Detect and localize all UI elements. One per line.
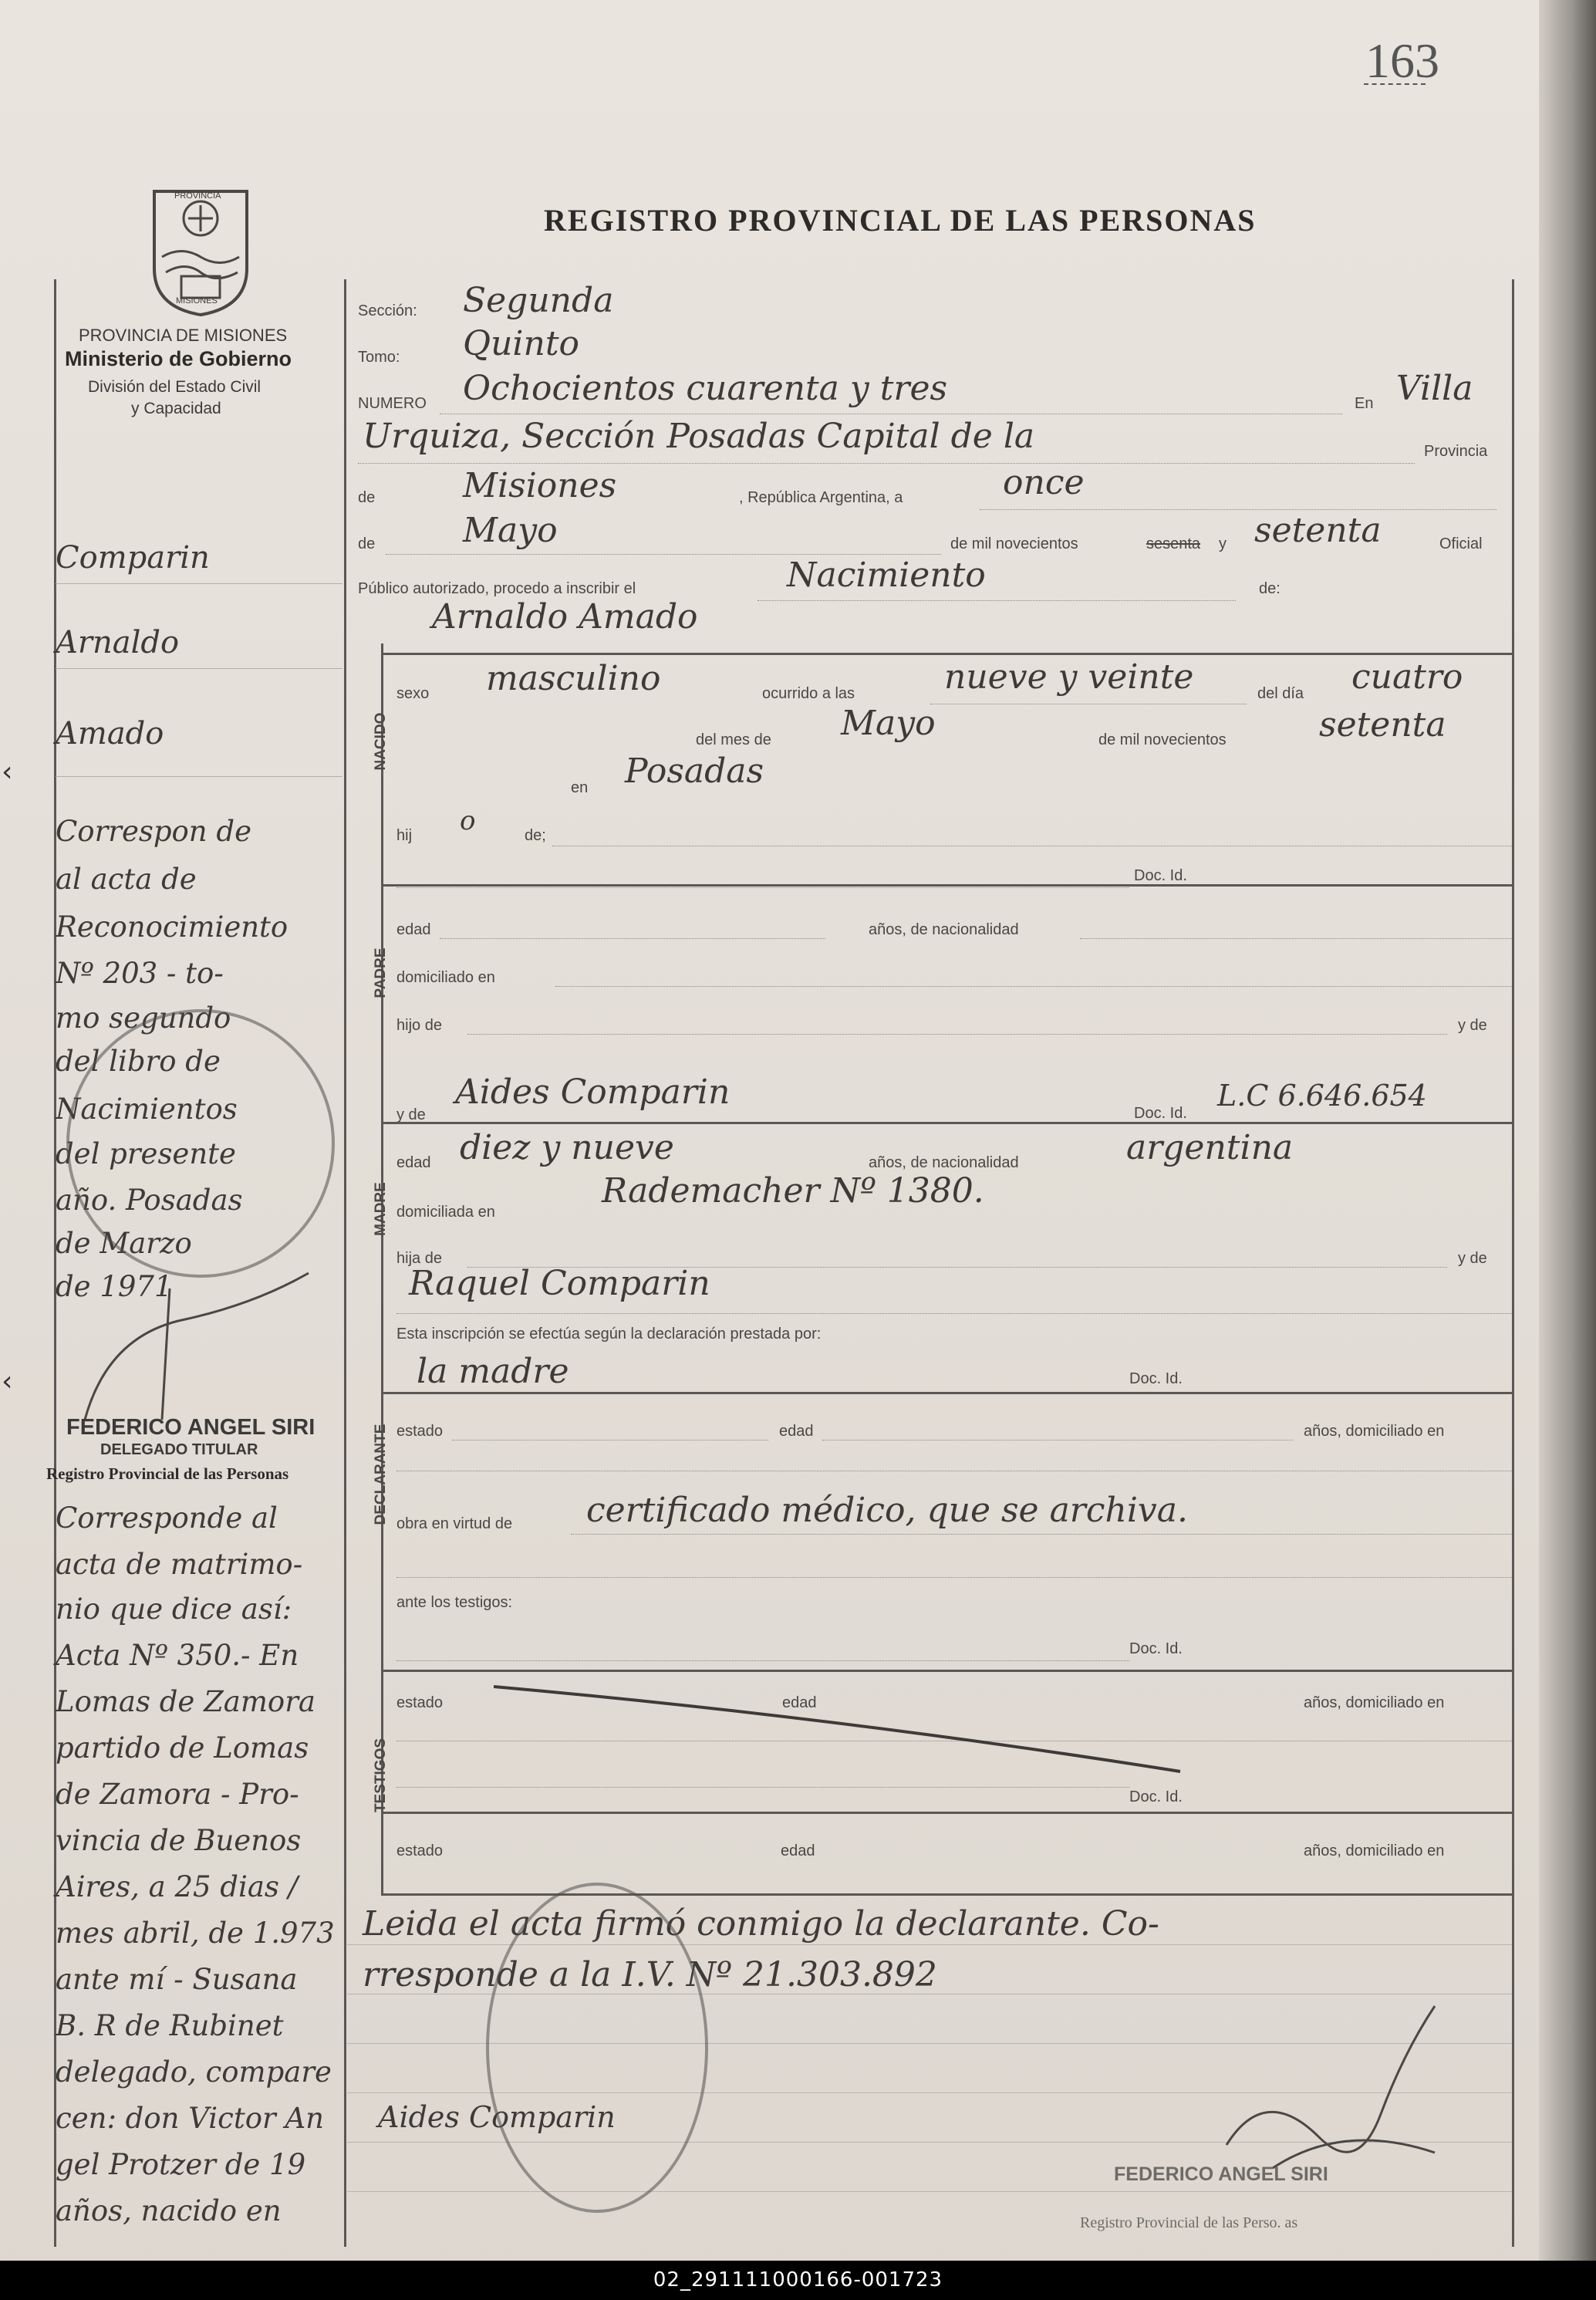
rule (347, 2191, 1512, 2192)
label-de-2: de (358, 535, 376, 552)
label-hijo-de: hijo de (396, 1017, 442, 1034)
margin-note-2-line: mes abril, de 1.973 (56, 1917, 335, 1950)
margin-note-2-line: Acta Nº 350.- En (56, 1639, 299, 1672)
value-anio-nac: setenta (1319, 705, 1446, 745)
label-mil-nov-2: de mil novecientos (1098, 731, 1227, 748)
rule (56, 668, 342, 669)
value-madre-doc: L.C 6.646.654 (1217, 1079, 1427, 1113)
section-testigos: TESTIGOS (373, 1738, 389, 1813)
label-numero: NUMERO (358, 395, 427, 412)
value-mes: Mayo (463, 511, 558, 550)
label-anos-nac: años, de nacionalidad (869, 921, 1019, 938)
section-divider (381, 1670, 1512, 1672)
value-tomo: Quinto (463, 324, 579, 363)
value-leida-2: rresponde a la I.V. Nº 21.303.892 (363, 1955, 937, 1994)
label-del-mes: del mes de (696, 731, 771, 748)
value-lugar-nac: Posadas (625, 751, 764, 791)
rule (396, 1577, 1512, 1578)
rule (396, 1787, 1129, 1788)
label-estado: estado (396, 1423, 444, 1440)
value-hij-suffix: o (460, 806, 476, 836)
section-divider (381, 1122, 1512, 1124)
margin-note-2-line: nio que dice así: (56, 1592, 292, 1626)
rule (571, 1534, 1512, 1535)
value-seccion: Segunda (463, 281, 614, 320)
label-doc-id: Doc. Id. (1134, 867, 1187, 884)
rule (555, 986, 1512, 987)
value-lugar: Urquiza, Sección Posadas Capital de la (363, 417, 1035, 456)
margin-note-1-line: del presente (56, 1137, 236, 1170)
section-divider (381, 884, 1512, 887)
label-republica: , República Argentina, a (739, 489, 903, 506)
rule (758, 600, 1236, 601)
page-number: 163 (1365, 33, 1439, 88)
footer-id: 02_291111000166-001723 (653, 2268, 943, 2292)
agency-line-2: Ministerio de Gobierno (65, 347, 292, 370)
value-madre-nombre: Aides Comparin (455, 1072, 731, 1112)
label-y: y (1219, 535, 1227, 552)
right-form-border (1512, 279, 1514, 2247)
label-edad-m: edad (396, 1154, 431, 1171)
label-en: En (1355, 395, 1374, 412)
seal-bottom-text: MISIONES (176, 296, 218, 306)
label-sexo: sexo (396, 685, 430, 702)
label-publico: Público autorizado, procedo a inscribir el (358, 580, 636, 597)
rule (980, 509, 1496, 510)
value-provincia: Misiones (463, 466, 617, 505)
section-madre: MADRE (373, 1182, 389, 1236)
margin-stamp-title: DELEGADO TITULAR (100, 1441, 258, 1458)
margin-name-1: Arnaldo (56, 625, 180, 660)
rule (440, 938, 825, 939)
value-madre-hija-de: Raquel Comparin (409, 1264, 710, 1303)
label-edad: edad (396, 921, 431, 938)
value-obra: certificado médico, que se archiva. (586, 1491, 1188, 1530)
cancel-stroke (494, 1679, 1188, 1779)
label-de: de (358, 489, 376, 506)
margin-stamp-office: Registro Provincial de las Personas (46, 1464, 289, 1483)
label-esta-insc: Esta inscripción se efectúa según la declaración prestada por: (396, 1326, 822, 1343)
value-hora: nueve y veinte (944, 657, 1194, 697)
margin-signature-scribble (77, 1265, 324, 1427)
section-padre: PADRE (373, 947, 389, 998)
margin-note-2-line: años, nacido en (56, 2194, 282, 2227)
value-nombre: Arnaldo Amado (432, 597, 698, 637)
value-sexo: masculino (486, 659, 661, 698)
margin-note-2-line: vincia de Buenos (56, 1824, 302, 1857)
label-de-3: de: (1259, 580, 1281, 597)
value-madre-edad: diez y nueve (460, 1128, 674, 1167)
agency-line-3: División del Estado Civil (88, 378, 262, 396)
margin-note-2-line: ante mí - Susana (56, 1963, 298, 1996)
label-de-4: de; (525, 827, 546, 844)
label-hija-de: hija de (396, 1250, 442, 1267)
label-anos-dom: años, domiciliado en (1304, 1423, 1445, 1440)
section-column-border (381, 643, 383, 1895)
rule (396, 887, 1129, 888)
label-estado-t2: estado (396, 1842, 444, 1859)
value-leida-1: Leida el acta firmó conmigo la declarante. Co- (363, 1904, 1159, 1944)
margin-note-2-line: Lomas de Zamora (56, 1685, 315, 1718)
label-doc-id-4: Doc. Id. (1129, 1640, 1183, 1657)
center-column-border (344, 279, 346, 2247)
margin-note-1-line: Nacimientos (56, 1093, 238, 1126)
rule (396, 1660, 1129, 1661)
margin-note-2-line: gel Protzer de 19 (56, 2148, 306, 2181)
label-y-de-3: y de (1458, 1250, 1487, 1267)
label-y-de-2: y de (396, 1106, 426, 1123)
round-stamp-bottom (486, 1883, 708, 2213)
margin-note-1-line: Nº 203 - to- (56, 957, 224, 990)
label-en-2: en (571, 779, 589, 796)
label-ante: ante los testigos: (396, 1594, 513, 1611)
margin-note-2-line: partido de Lomas (56, 1731, 309, 1765)
margin-note-2-line: cen: don Victor An (56, 2102, 324, 2135)
label-provincia: Provincia (1424, 443, 1488, 460)
agency-line-1: PROVINCIA DE MISIONES (79, 326, 288, 345)
round-stamp-margin (66, 1009, 335, 1278)
value-madre-dom: Rademacher Nº 1380. (602, 1171, 984, 1211)
label-anos-dom-t1: años, domiciliado en (1304, 1694, 1445, 1711)
label-oficial: Oficial (1439, 535, 1483, 552)
label-doc-id-2: Doc. Id. (1134, 1105, 1187, 1122)
margin-note-1-line: año. Posadas (56, 1184, 243, 1217)
margin-note-1-line: mo segundo (56, 1001, 231, 1035)
rule (56, 776, 342, 777)
rule (396, 1313, 1512, 1314)
label-obra: obra en virtud de (396, 1515, 513, 1532)
rule (1080, 938, 1512, 939)
bottom-stamp-name: FEDERICO ANGEL SIRI (1114, 2163, 1328, 2185)
value-acto: Nacimiento (787, 556, 986, 595)
label-sesenta: sesenta (1146, 535, 1201, 552)
value-madre-nac: argentina (1126, 1128, 1294, 1167)
section-divider (381, 1392, 1512, 1394)
value-anio: setenta (1254, 511, 1382, 550)
document-title: REGISTRO PROVINCIAL DE LAS PERSONAS (544, 203, 1257, 238)
value-dia: once (1003, 463, 1085, 502)
rule (386, 554, 941, 555)
margin-note-2-line: Corresponde al (56, 1501, 278, 1535)
label-domiciliado: domiciliado en (396, 969, 495, 986)
margin-note-2-line: delegado, compare (56, 2055, 332, 2089)
margin-note-2-line: acta de matrimo- (56, 1548, 303, 1581)
margin-note-1-line: de Marzo (56, 1227, 192, 1260)
seal-top-text: PROVINCIA (174, 191, 221, 201)
label-y-de: y de (1458, 1017, 1487, 1034)
rule (467, 1034, 1447, 1035)
label-seccion: Sección: (358, 302, 417, 319)
label-edad-t1: edad (782, 1694, 817, 1711)
binding-mark-icon: ‹ (2, 1366, 13, 1397)
section-divider (381, 653, 1512, 655)
label-edad-t2: edad (781, 1842, 815, 1859)
section-divider (381, 1893, 1512, 1896)
margin-note-1-line: de 1971 (56, 1270, 173, 1303)
label-edad-d: edad (779, 1423, 814, 1440)
label-doc-id-5: Doc. Id. (1129, 1788, 1183, 1805)
margin-name-2: Amado (56, 716, 164, 751)
rule (56, 583, 342, 584)
value-declarante: la madre (417, 1352, 569, 1391)
label-domiciliada: domiciliada en (396, 1204, 495, 1221)
label-anos-nac-m: años, de nacionalidad (869, 1154, 1019, 1171)
margin-note-1-line: Correspon de (56, 815, 251, 848)
page-edge (1539, 0, 1596, 2261)
label-doc-id-3: Doc. Id. (1129, 1370, 1183, 1387)
section-divider (381, 1812, 1512, 1814)
label-tomo: Tomo: (358, 349, 400, 366)
rule (358, 463, 1415, 464)
section-nacido: NACIDO (373, 712, 389, 771)
label-estado-t1: estado (396, 1694, 444, 1711)
margin-note-1-line: Reconocimiento (56, 910, 288, 944)
label-hij: hij (396, 827, 413, 844)
label-anos-dom-t2: años, domiciliado en (1304, 1842, 1445, 1859)
value-firma: Aides Comparin (378, 2100, 616, 2134)
margin-note-2-line: B. R de Rubinet (56, 2009, 284, 2042)
margin-note-2-line: de Zamora - Pro- (56, 1778, 299, 1811)
value-dia-nac: cuatro (1351, 657, 1463, 697)
margin-note-1-line: del libro de (56, 1045, 221, 1078)
agency-line-4: y Capacidad (131, 400, 221, 417)
label-mil-novecientos: de mil novecientos (950, 535, 1078, 552)
section-declarante: DECLARANTE (373, 1424, 389, 1525)
value-en: Villa (1396, 369, 1473, 408)
value-numero: Ochocientos cuarenta y tres (463, 369, 948, 408)
signature-scribble (1203, 1991, 1466, 2191)
binding-mark-icon: ‹ (2, 756, 13, 788)
label-ocurrido: ocurrido a las (762, 685, 855, 702)
page-number-strike (1364, 83, 1426, 85)
margin-note-1-line: al acta de (56, 863, 197, 896)
bottom-stamp-office: Registro Provincial de las Perso. as (1080, 2214, 1298, 2231)
value-mes-nac: Mayo (841, 704, 936, 743)
margin-stamp-name: FEDERICO ANGEL SIRI (66, 1415, 315, 1440)
label-del-dia: del día (1257, 685, 1304, 702)
margin-note-2-line: Aires, a 25 dias / (56, 1870, 299, 1903)
margin-surname: Comparin (56, 540, 210, 576)
